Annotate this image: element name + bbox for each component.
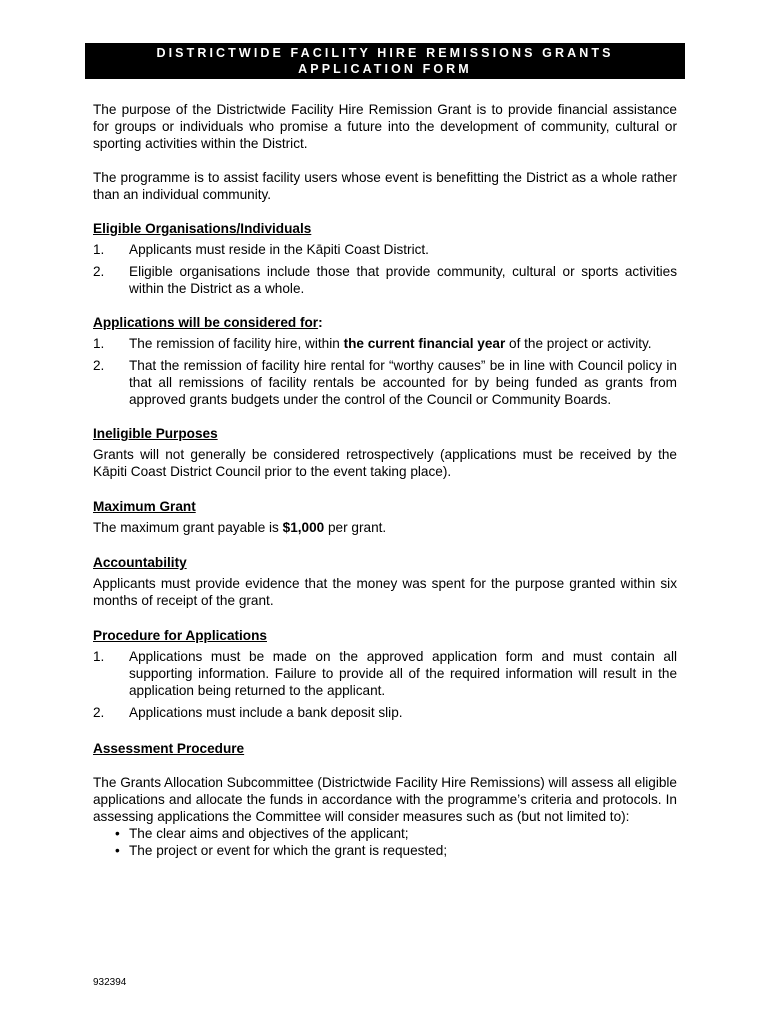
document-body bbox=[93, 101, 677, 859]
considered-section bbox=[93, 314, 677, 408]
list-number: 2. bbox=[93, 358, 105, 373]
maximum-grant-heading: Maximum Grant bbox=[93, 499, 196, 514]
eligible-heading: Eligible Organisations/Individuals bbox=[93, 221, 312, 236]
maximum-grant-text-end: per grant. bbox=[324, 520, 387, 535]
list-number: 1. bbox=[93, 242, 105, 257]
procedure-heading: Procedure for Applications bbox=[93, 628, 267, 643]
list-item-text-start: The remission of facility hire, within bbox=[129, 336, 344, 351]
accountability-section bbox=[93, 554, 677, 609]
accountability-heading: Accountability bbox=[93, 555, 187, 570]
ineligible-heading: Ineligible Purposes bbox=[93, 426, 218, 441]
considered-heading bbox=[93, 314, 677, 331]
list-item bbox=[115, 825, 677, 842]
list-item-text: That the remission of facility hire rental for “worthy causes” be in line with Council policy in that all remissions of facility rentals be accounted for by being funded as grants from approved grants budgets under the control of the Council or Community Boards. bbox=[129, 358, 677, 407]
maximum-grant-text bbox=[93, 519, 677, 536]
considered-heading-colon: : bbox=[318, 315, 323, 330]
maximum-grant-text-start: The maximum grant payable is bbox=[93, 520, 283, 535]
maximum-grant-section bbox=[93, 498, 677, 536]
list-item-text: Applicants must reside in the Kāpiti Coast District. bbox=[129, 242, 429, 257]
form-title-line-1: DISTRICTWIDE FACILITY HIRE REMISSIONS GRANTS bbox=[156, 46, 614, 60]
procedure-section bbox=[93, 627, 677, 721]
list-item-text: Applications must be made on the approved application form and must contain all supporting information. Failure to provide all of the required information will result in the application being returned to the applicant. bbox=[129, 649, 677, 698]
document-number: 932394 bbox=[93, 977, 127, 988]
list-item bbox=[93, 263, 677, 297]
bullet-icon: • bbox=[115, 843, 120, 858]
procedure-list bbox=[93, 648, 677, 721]
eligible-section bbox=[93, 220, 677, 297]
financial-year-emphasis: the current financial year bbox=[343, 336, 506, 351]
list-number: 1. bbox=[93, 336, 105, 351]
form-title-line-2: APPLICATION FORM bbox=[298, 62, 472, 76]
list-item-text-end: of the project or activity. bbox=[505, 336, 652, 351]
list-item-text: Eligible organisations include those that provide community, cultural or sports activities within the District as a whole. bbox=[129, 264, 677, 296]
list-item bbox=[93, 357, 677, 408]
assessment-bullets bbox=[93, 825, 677, 859]
intro-paragraph-1: The purpose of the Districtwide Facility Hire Remission Grant is to provide financial assistance for groups or individuals who promise a future into the development of community, cultural or sporting activities within the District. bbox=[93, 102, 677, 151]
form-title-banner bbox=[85, 43, 685, 79]
bullet-text: The clear aims and objectives of the applicant; bbox=[129, 826, 409, 841]
list-number: 1. bbox=[93, 649, 105, 664]
list-number: 2. bbox=[93, 264, 105, 279]
list-item bbox=[93, 335, 677, 352]
list-item bbox=[115, 842, 677, 859]
list-item-text: Applications must include a bank deposit slip. bbox=[129, 705, 403, 720]
assessment-text: The Grants Allocation Subcommittee (Districtwide Facility Hire Remissions) will assess all eligible applications and allocate the funds in accordance with the programme’s criteria and protocols. In assessing applications the Committee will consider measures such as (but not limited to): bbox=[93, 775, 677, 824]
intro-paragraph-2: The programme is to assist facility users whose event is benefitting the District as a whole rather than an individual community. bbox=[93, 170, 677, 202]
accountability-text: Applicants must provide evidence that the money was spent for the purpose granted within six months of receipt of the grant. bbox=[93, 576, 677, 608]
considered-list bbox=[93, 335, 677, 408]
list-item bbox=[93, 648, 677, 699]
bullet-icon: • bbox=[115, 826, 120, 841]
bullet-text: The project or event for which the grant is requested; bbox=[129, 843, 448, 858]
maximum-grant-amount: $1,000 bbox=[282, 520, 325, 535]
list-item bbox=[93, 241, 677, 258]
ineligible-text: Grants will not generally be considered retrospectively (applications must be received by the Kāpiti Coast District Council prior to the event taking place). bbox=[93, 447, 677, 479]
considered-heading-text: Applications will be considered for bbox=[93, 315, 319, 330]
assessment-section bbox=[93, 740, 677, 859]
eligible-list bbox=[93, 241, 677, 297]
ineligible-section bbox=[93, 425, 677, 480]
assessment-heading: Assessment Procedure bbox=[93, 741, 245, 756]
list-number: 2. bbox=[93, 705, 105, 720]
list-item bbox=[93, 704, 677, 721]
